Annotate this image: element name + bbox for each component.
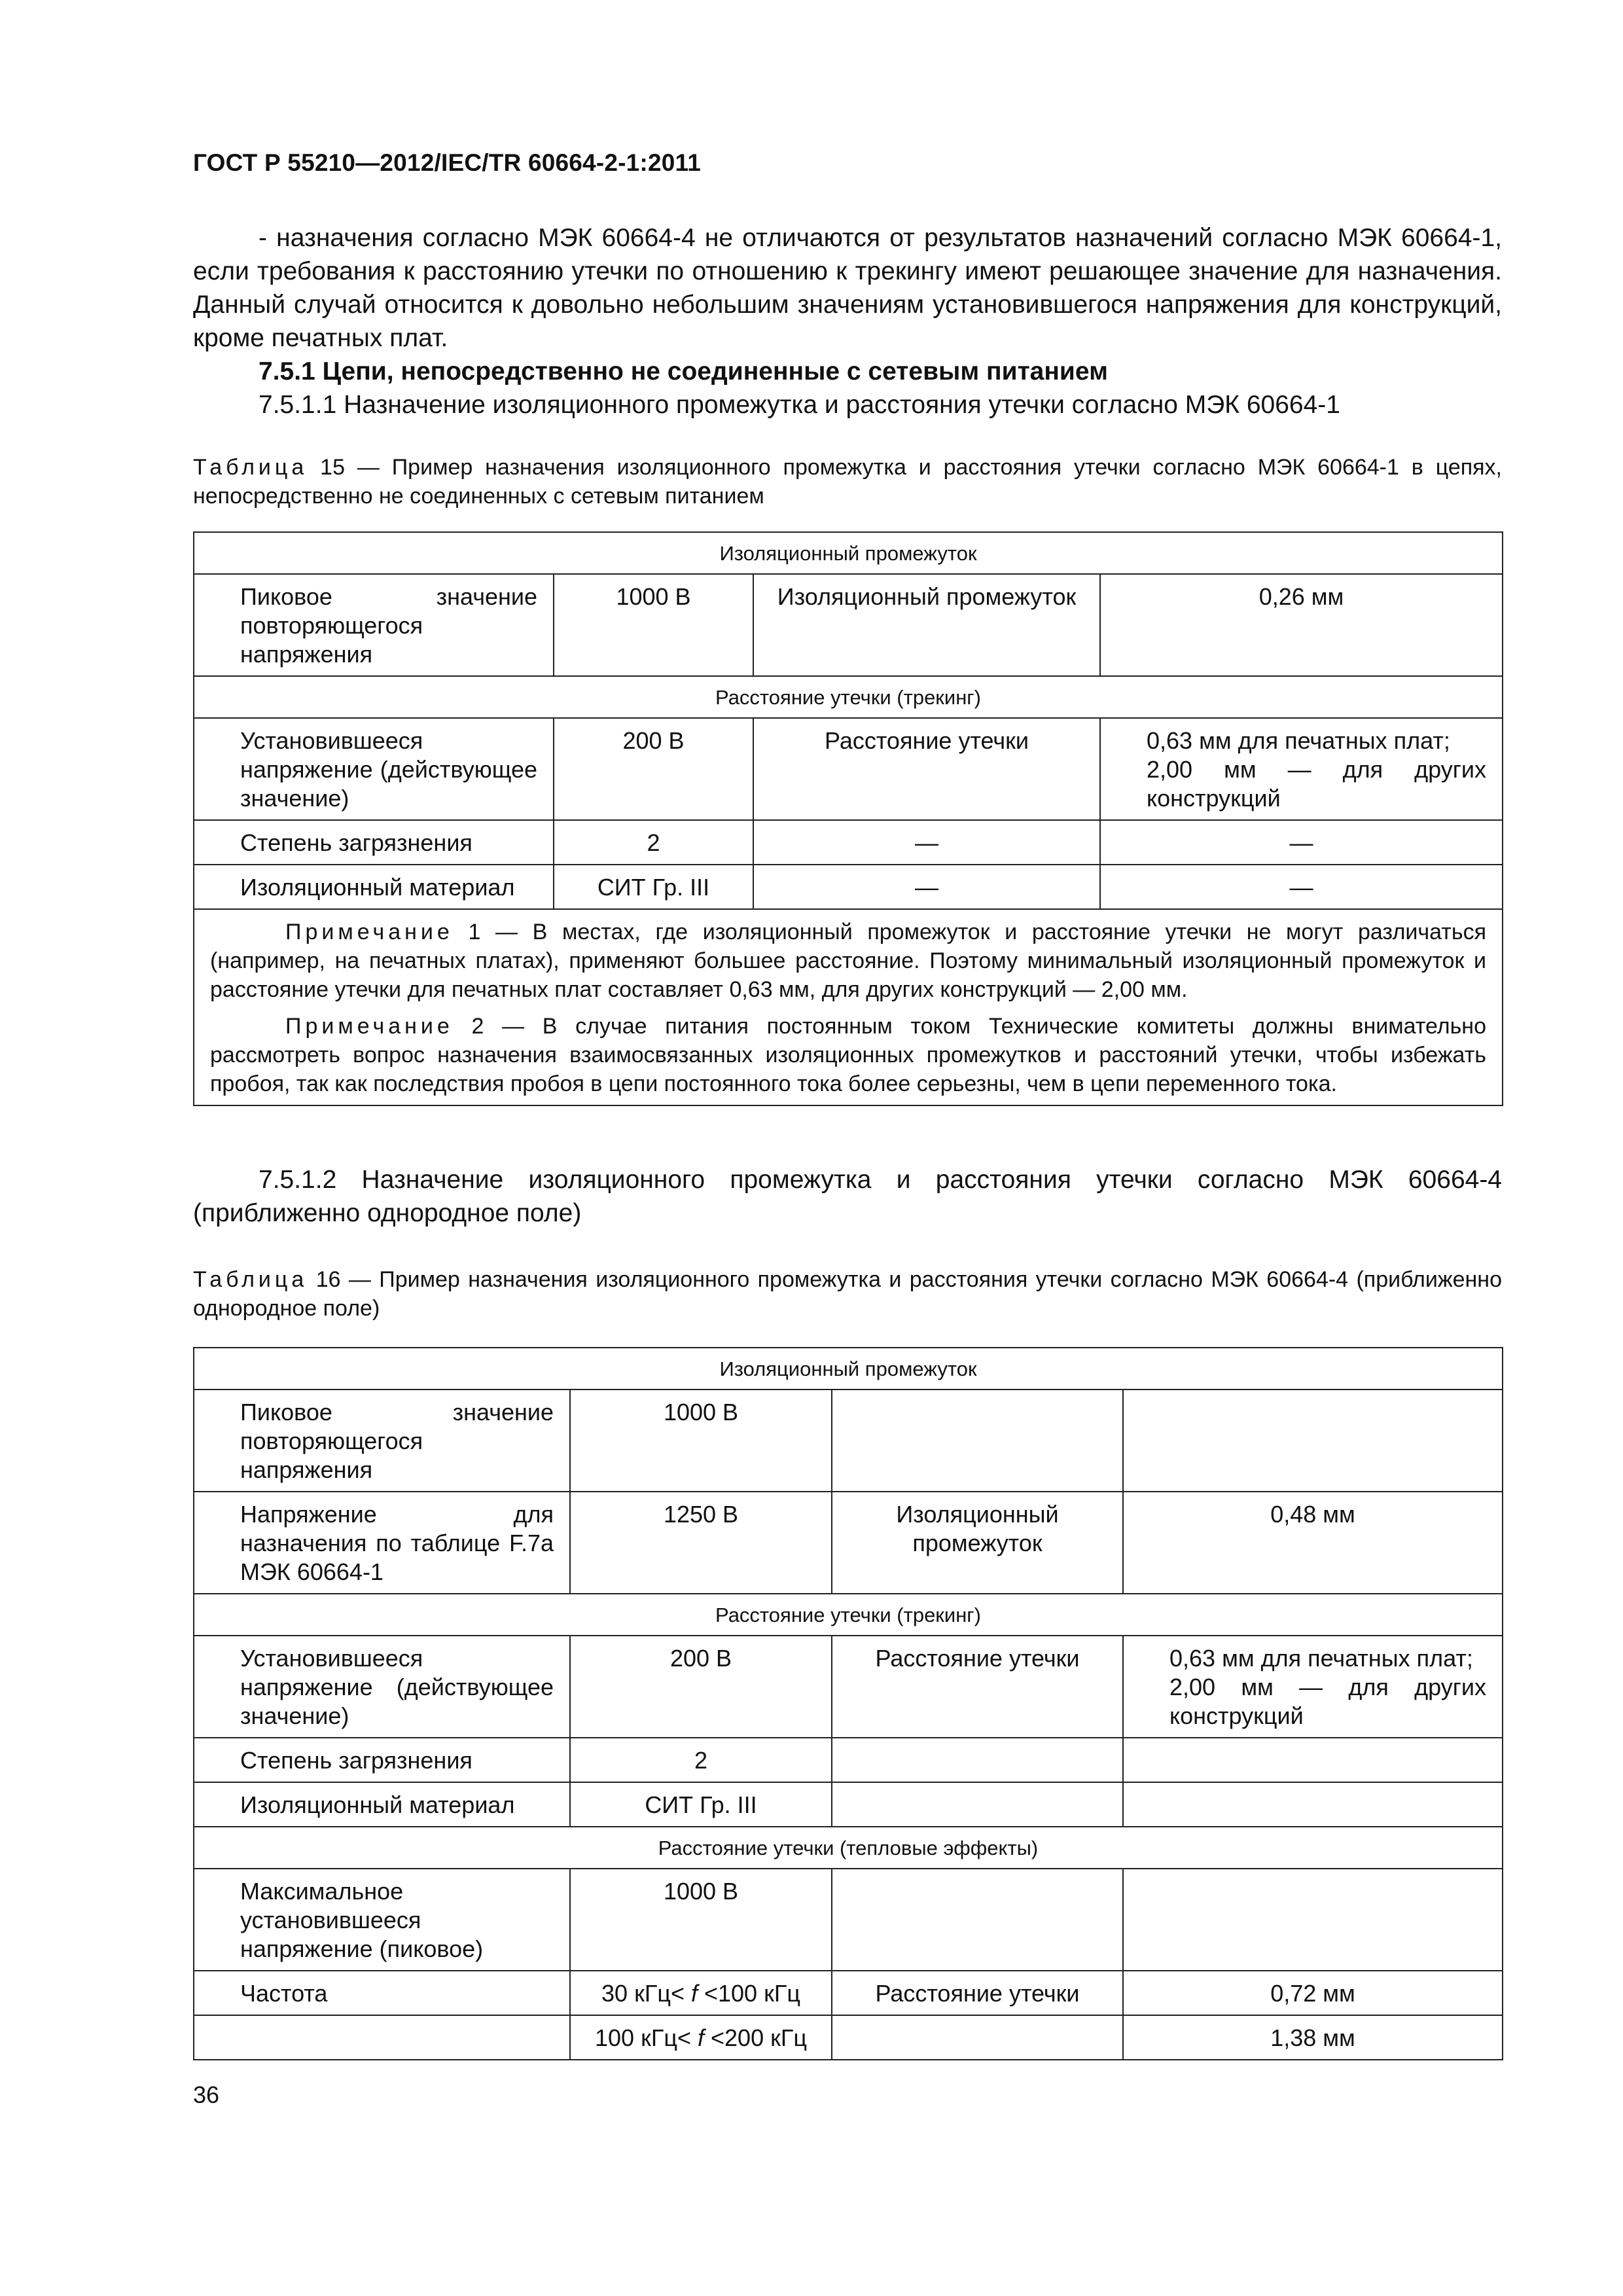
section-row-creepage: Расстояние утечки (трекинг): [194, 676, 1503, 718]
table-row: [194, 1869, 1503, 1971]
cell-param: [832, 1869, 1123, 1971]
table15-caption: [193, 453, 1502, 511]
cell-label: Установившееся напряжение (действующее значение): [194, 718, 554, 820]
table-row: [194, 1390, 1503, 1492]
table-row: [194, 1492, 1503, 1594]
cell-param: [832, 1738, 1123, 1782]
freq-range-start: 30 кГц<: [601, 1980, 691, 2007]
table-row: [194, 1782, 1503, 1827]
cell-value: [570, 2015, 832, 2060]
cell-label: [194, 2015, 570, 2060]
cell-param: [832, 2015, 1123, 2060]
cell-label: Изоляционный материал: [194, 865, 554, 909]
table15-note-2: [210, 1012, 1486, 1098]
cell-value: 2: [570, 1738, 832, 1782]
cell-result: [1123, 1738, 1503, 1782]
table-row: [194, 865, 1503, 909]
intro-paragraph: - назначения согласно МЭК 60664-4 не отличаются от результатов назначений согласно МЭК 60664-1, если требования к расстоянию утечки по отношению к трекингу имеют решающее значение для назначения. Данный случай относится к довольно небольшим значениям установившегося напряжения для конструкций, кроме печатных плат.: [193, 224, 1502, 352]
table15-caption-text: 15 — Пример назначения изоляционного промежутка и расстояния утечки согласно МЭК 60664-1 в цепях, непосредственно не соединенных с сетевым питанием: [193, 455, 1502, 509]
freq-range-end: <100 кГц: [697, 1980, 800, 2007]
cell-label: Пиковое значение повторяющегося напряжения: [194, 1390, 570, 1492]
cell-result: 0,26 мм: [1100, 574, 1503, 676]
note-text: 1 — В местах, где изоляционный промежуток и расстояние утечки не могут различаться (например, на печатных платах), применяют большее расстояние. Поэтому минимальный изоляционный промежуток и расстояние утечки для печатных плат составляет 0,63 мм, для других конструкций — 2,00 мм.: [210, 920, 1486, 1002]
cell-label: Установившееся напряжение (действующее значение): [194, 1636, 570, 1738]
section-heading-7-5-1-2: 7.5.1.2 Назначение изоляционного промежутка и расстояния утечки согласно МЭК 60664-4 (приближенно однородное поле): [193, 1166, 1502, 1227]
cell-param: [832, 1782, 1123, 1827]
section-row-clearance: Изоляционный промежуток: [194, 1348, 1503, 1390]
table-row: [194, 676, 1503, 718]
cell-result-line2: 2,00 мм — для других конструкций: [1147, 756, 1486, 812]
table-row: [194, 1348, 1503, 1390]
cell-result: —: [1100, 865, 1503, 909]
cell-result-line2: 2,00 мм — для других конструкций: [1169, 1674, 1486, 1729]
cell-label: Напряжение для назначения по таблице F.7a МЭК 60664-1: [194, 1492, 570, 1594]
freq-range-end: <200 кГц: [704, 2024, 807, 2051]
section-row-creepage: Расстояние утечки (трекинг): [194, 1594, 1503, 1636]
note-text: 2 — В случае питания постоянным током Технические комитеты должны внимательно рассмотреть вопрос назначения взаимосвязанных изоляционных промежутков и расстояний утечки, чтобы избежать пробоя, так как последствия пробоя в цепи постоянного тока более серьезны, чем в цепи переменного тока.: [210, 1014, 1486, 1096]
cell-label: Максимальное установившееся напряжение (пиковое): [194, 1869, 570, 1971]
cell-label: Частота: [194, 1971, 570, 2015]
cell-result: [1123, 1782, 1503, 1827]
section-row-thermal: Расстояние утечки (тепловые эффекты): [194, 1827, 1503, 1869]
table-row: [194, 1738, 1503, 1782]
table15-note-1: [210, 918, 1486, 1004]
cell-param: Расстояние утечки: [753, 718, 1100, 820]
table-row: [194, 1971, 1503, 2015]
table-row: [194, 1827, 1503, 1869]
cell-value: 1000 В: [570, 1390, 832, 1492]
table16-caption-text: 16 — Пример назначения изоляционного промежутка и расстояния утечки согласно МЭК 60664-4 (приближенно однородное поле): [193, 1267, 1502, 1321]
table-16: [193, 1347, 1503, 2060]
cell-value: [570, 1971, 832, 2015]
cell-param: Изоляционный промежуток: [832, 1492, 1123, 1594]
section-heading-7-5-1-1: 7.5.1.1 Назначение изоляционного промежутка и расстояния утечки согласно МЭК 60664-1: [259, 391, 1340, 419]
cell-label: Изоляционный материал: [194, 1782, 570, 1827]
cell-result: [1123, 1869, 1503, 1971]
cell-result-line1: 0,63 мм для печатных плат;: [1147, 727, 1450, 754]
table15-caption-prefix: Таблица: [193, 455, 308, 480]
table-row: [194, 2015, 1503, 2060]
table16-caption: [193, 1265, 1502, 1323]
freq-symbol: f: [690, 1980, 698, 2007]
cell-value: 200 В: [570, 1636, 832, 1738]
cell-result-line1: 0,63 мм для печатных плат;: [1169, 1645, 1473, 1672]
cell-value: СИТ Гр. III: [570, 1782, 832, 1827]
table-row: [194, 909, 1503, 1105]
table-row: [194, 718, 1503, 820]
table-15: [193, 531, 1503, 1106]
cell-param: Изоляционный промежуток: [753, 574, 1100, 676]
cell-label: Степень загрязнения: [194, 820, 554, 865]
cell-param: Расстояние утечки: [832, 1971, 1123, 2015]
cell-value: 200 В: [554, 718, 753, 820]
table15-notes: [194, 909, 1503, 1105]
cell-param: —: [753, 820, 1100, 865]
note-prefix: Примечание: [285, 920, 454, 944]
note-prefix: Примечание: [285, 1014, 454, 1039]
section-heading-7-5-1: 7.5.1 Цепи, непосредственно не соединенные с сетевым питанием: [259, 357, 1108, 386]
cell-value: 1250 В: [570, 1492, 832, 1594]
table-row: [194, 574, 1503, 676]
table-row: [194, 820, 1503, 865]
cell-result: 0,72 мм: [1123, 1971, 1503, 2015]
cell-param: Расстояние утечки: [832, 1636, 1123, 1738]
cell-label: Пиковое значение повторяющегося напряжения: [194, 574, 554, 676]
freq-symbol: f: [697, 2024, 704, 2051]
cell-result: [1123, 1390, 1503, 1492]
cell-param: —: [753, 865, 1100, 909]
section-row-clearance: Изоляционный промежуток: [194, 532, 1503, 574]
cell-result: —: [1100, 820, 1503, 865]
cell-result: 0,48 мм: [1123, 1492, 1503, 1594]
table-row: [194, 532, 1503, 574]
table16-caption-prefix: Таблица: [193, 1267, 308, 1292]
cell-label: Степень загрязнения: [194, 1738, 570, 1782]
cell-value: СИТ Гр. III: [554, 865, 753, 909]
freq-range-start: 100 кГц<: [595, 2024, 698, 2051]
table-row: [194, 1594, 1503, 1636]
table-row: [194, 1636, 1503, 1738]
cell-value: 1000 В: [570, 1869, 832, 1971]
cell-value: 1000 В: [554, 574, 753, 676]
page-number: 36: [193, 2081, 220, 2108]
cell-result: 1,38 мм: [1123, 2015, 1503, 2060]
cell-result: [1123, 1636, 1503, 1738]
cell-param: [832, 1390, 1123, 1492]
cell-result: [1100, 718, 1503, 820]
cell-value: 2: [554, 820, 753, 865]
document-header: ГОСТ Р 55210—2012/IEC/TR 60664-2-1:2011: [193, 149, 702, 176]
